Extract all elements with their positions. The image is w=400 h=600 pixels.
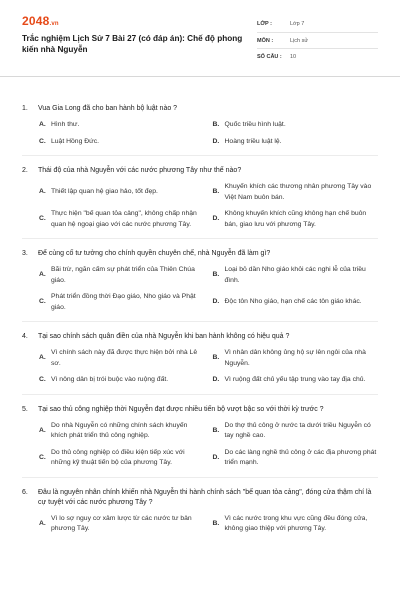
- option-letter: C.: [39, 298, 46, 306]
- answer-option[interactable]: [39, 292, 205, 313]
- question-header: [22, 405, 378, 415]
- option-letter: A.: [39, 426, 46, 434]
- question-header: [22, 249, 378, 259]
- question-number: 6.: [22, 488, 28, 496]
- answer-option[interactable]: [39, 375, 205, 386]
- answer-option[interactable]: [213, 265, 379, 286]
- answer-option[interactable]: [39, 120, 205, 131]
- question-item: [22, 405, 378, 478]
- meta-key: MÔN :: [257, 37, 274, 44]
- answer-option[interactable]: [39, 265, 205, 286]
- answer-option[interactable]: [39, 448, 205, 469]
- option-text: Thiết lập quan hệ giao hảo, tốt đẹp.: [51, 188, 158, 196]
- question-header: [22, 332, 378, 342]
- answer-option[interactable]: [39, 209, 205, 230]
- question-number: 1.: [22, 105, 28, 112]
- option-grid: [22, 265, 378, 319]
- question-divider: [22, 238, 378, 239]
- answer-option[interactable]: [213, 209, 379, 230]
- question-header: [22, 488, 378, 508]
- option-text: Vì lo sợ nguy cơ xâm lược từ các nước tư bản phương Tây.: [51, 514, 192, 532]
- option-letter: B.: [212, 354, 220, 362]
- option-grid: [22, 514, 378, 541]
- option-text: Loại bỏ dần Nho giáo khỏi các nghi lễ của triều đình.: [224, 266, 366, 284]
- option-text: Thực hiện "bế quan tỏa cảng", không chấp nhận quan hệ ngoại giao với các nước phương Tây.: [51, 210, 197, 228]
- option-text: Do các làng nghề thủ công ở các địa phương phát triển mạnh.: [224, 448, 377, 466]
- question-item: [22, 488, 378, 541]
- answer-option[interactable]: [39, 137, 205, 148]
- question-divider: [22, 477, 378, 478]
- logo-suffix: .vn: [49, 21, 59, 27]
- question-number: 4.: [22, 333, 28, 340]
- option-letter: B.: [212, 519, 220, 527]
- answer-option[interactable]: [213, 421, 379, 442]
- question-item: [22, 166, 378, 239]
- question-list: [22, 104, 378, 541]
- question-text: Vua Gia Long đã cho ban hành bộ luật nào ?: [38, 105, 178, 112]
- meta-row: [257, 48, 378, 64]
- option-text: Luật Hồng Đức.: [51, 137, 99, 145]
- answer-option[interactable]: [213, 348, 379, 369]
- answer-option[interactable]: [213, 514, 379, 535]
- option-text: Vì ruộng đất chủ yếu tập trung vào tay địa chủ.: [224, 376, 366, 383]
- question-text: Tại sao thủ công nghiệp thời Nguyễn đạt được nhiều tiến bộ vượt bậc so với thời kỳ trước ?: [38, 405, 324, 413]
- question-text: Để củng cố tư tưởng cho chính quyền chuyên chế, nhà Nguyễn đã làm gì?: [38, 250, 271, 257]
- question-divider: [22, 394, 378, 395]
- option-letter: C.: [39, 376, 46, 383]
- answer-option[interactable]: [213, 120, 379, 131]
- answer-option[interactable]: [39, 421, 205, 442]
- question-text: Thái độ của nhà Nguyễn với các nước phương Tây như thế nào?: [38, 167, 242, 174]
- question-header: [22, 166, 378, 176]
- page-title: Trắc nghiệm Lịch Sử 7 Bài 27 (có đáp án): Chế độ phong kiến nhà Nguyễn: [22, 34, 243, 54]
- option-text: Bãi trừ, ngăn cấm sự phát triển của Thiên Chúa giáo.: [51, 266, 195, 284]
- option-letter: A.: [39, 271, 46, 279]
- meta-value: Lớp 7: [290, 21, 305, 27]
- option-letter: B.: [212, 426, 220, 434]
- option-text: Vì nhân dân không ủng hộ sự lên ngôi của nhà Nguyễn.: [224, 349, 366, 367]
- meta-table: [257, 16, 378, 64]
- option-text: Khuyến khích các thương nhân phương Tây vào Việt Nam buôn bán.: [224, 183, 372, 201]
- site-logo[interactable]: [22, 14, 252, 28]
- logo-main: 2048: [22, 14, 50, 28]
- question-number: 3.: [22, 250, 28, 257]
- option-text: Hình thư.: [51, 121, 80, 128]
- option-text: Hoàng triều luật lệ.: [224, 137, 282, 145]
- option-letter: C.: [39, 137, 46, 145]
- option-letter: A.: [39, 188, 46, 196]
- option-text: Vì chính sách này đã được thực hiện bởi nhà Lê sơ.: [51, 349, 198, 367]
- option-text: Độc tôn Nho giáo, hạn chế các tôn giáo khác.: [224, 298, 362, 306]
- option-letter: C.: [39, 453, 46, 461]
- option-text: Vì nông dân bị trói buộc vào ruộng đất.: [51, 376, 169, 383]
- option-text: Quốc triều hình luật.: [224, 121, 286, 128]
- question-item: [22, 104, 378, 156]
- question-text: Đâu là nguyên nhân chính khiến nhà Nguyễn thi hành chính sách "bế quan tỏa cảng", đóng cửa thậm chí là cự tuyệt với các nước phương Tây ?: [38, 488, 372, 506]
- option-letter: D.: [212, 298, 220, 306]
- option-letter: D.: [212, 453, 220, 461]
- option-grid: [22, 421, 378, 475]
- option-text: Phát triển đồng thời Đạo giáo, Nho giáo và Phật giáo.: [51, 293, 196, 311]
- option-letter: D.: [212, 137, 220, 145]
- option-letter: D.: [212, 215, 220, 223]
- option-letter: B.: [212, 188, 220, 196]
- option-letter: D.: [212, 376, 220, 383]
- option-letter: C.: [39, 215, 46, 223]
- answer-option[interactable]: [213, 137, 379, 148]
- question-text: Tại sao chính sách quân điền của nhà Nguyễn khi ban hành không có hiệu quả ?: [38, 333, 290, 340]
- option-letter: B.: [212, 121, 220, 128]
- answer-option[interactable]: [39, 182, 205, 203]
- option-text: Không khuyến khích cũng không hạn chế buôn bán, giao lưu với phương Tây.: [224, 210, 367, 228]
- answer-option[interactable]: [213, 182, 379, 203]
- question-number: 5.: [22, 405, 28, 413]
- question-number: 2.: [22, 167, 28, 174]
- option-text: Do thủ công nghiệp có điều kiện tiếp xúc với những kỹ thuật tiến bộ của phương Tây.: [51, 448, 185, 466]
- option-letter: A.: [39, 121, 46, 128]
- question-divider: [22, 321, 378, 322]
- brand-block: [22, 14, 252, 64]
- option-text: Do nhà Nguyễn có những chính sách khuyến khích phát triển thủ công nghiệp.: [51, 421, 188, 439]
- option-grid: [22, 182, 378, 236]
- option-grid: [22, 120, 378, 153]
- option-letter: A.: [39, 519, 46, 527]
- meta-value: Lịch sử: [290, 37, 309, 44]
- answer-option[interactable]: [213, 375, 379, 386]
- option-text: Do thợ thủ công ở nước ta dưới triều Nguyễn có tay nghề cao.: [224, 421, 371, 439]
- option-grid: [22, 348, 378, 392]
- page-header: [22, 0, 378, 64]
- option-text: Vì các nước trong khu vực cũng đều đóng cửa, không giao thiệp với phương Tây.: [224, 514, 368, 532]
- option-letter: B.: [212, 271, 220, 279]
- question-item: [22, 249, 378, 322]
- meta-key: SỐ CÂU :: [257, 53, 282, 60]
- question-divider: [22, 155, 378, 156]
- question-item: [22, 332, 378, 395]
- meta-value: 10: [290, 53, 297, 60]
- answer-option[interactable]: [39, 514, 205, 535]
- answer-option[interactable]: [39, 348, 205, 369]
- answer-option[interactable]: [213, 292, 379, 313]
- meta-row: [257, 16, 378, 32]
- header-divider: [0, 76, 400, 77]
- question-header: [22, 104, 378, 114]
- answer-option[interactable]: [213, 448, 379, 469]
- option-letter: A.: [39, 354, 46, 362]
- meta-row: [257, 32, 378, 48]
- meta-key: LỚP :: [257, 21, 272, 27]
